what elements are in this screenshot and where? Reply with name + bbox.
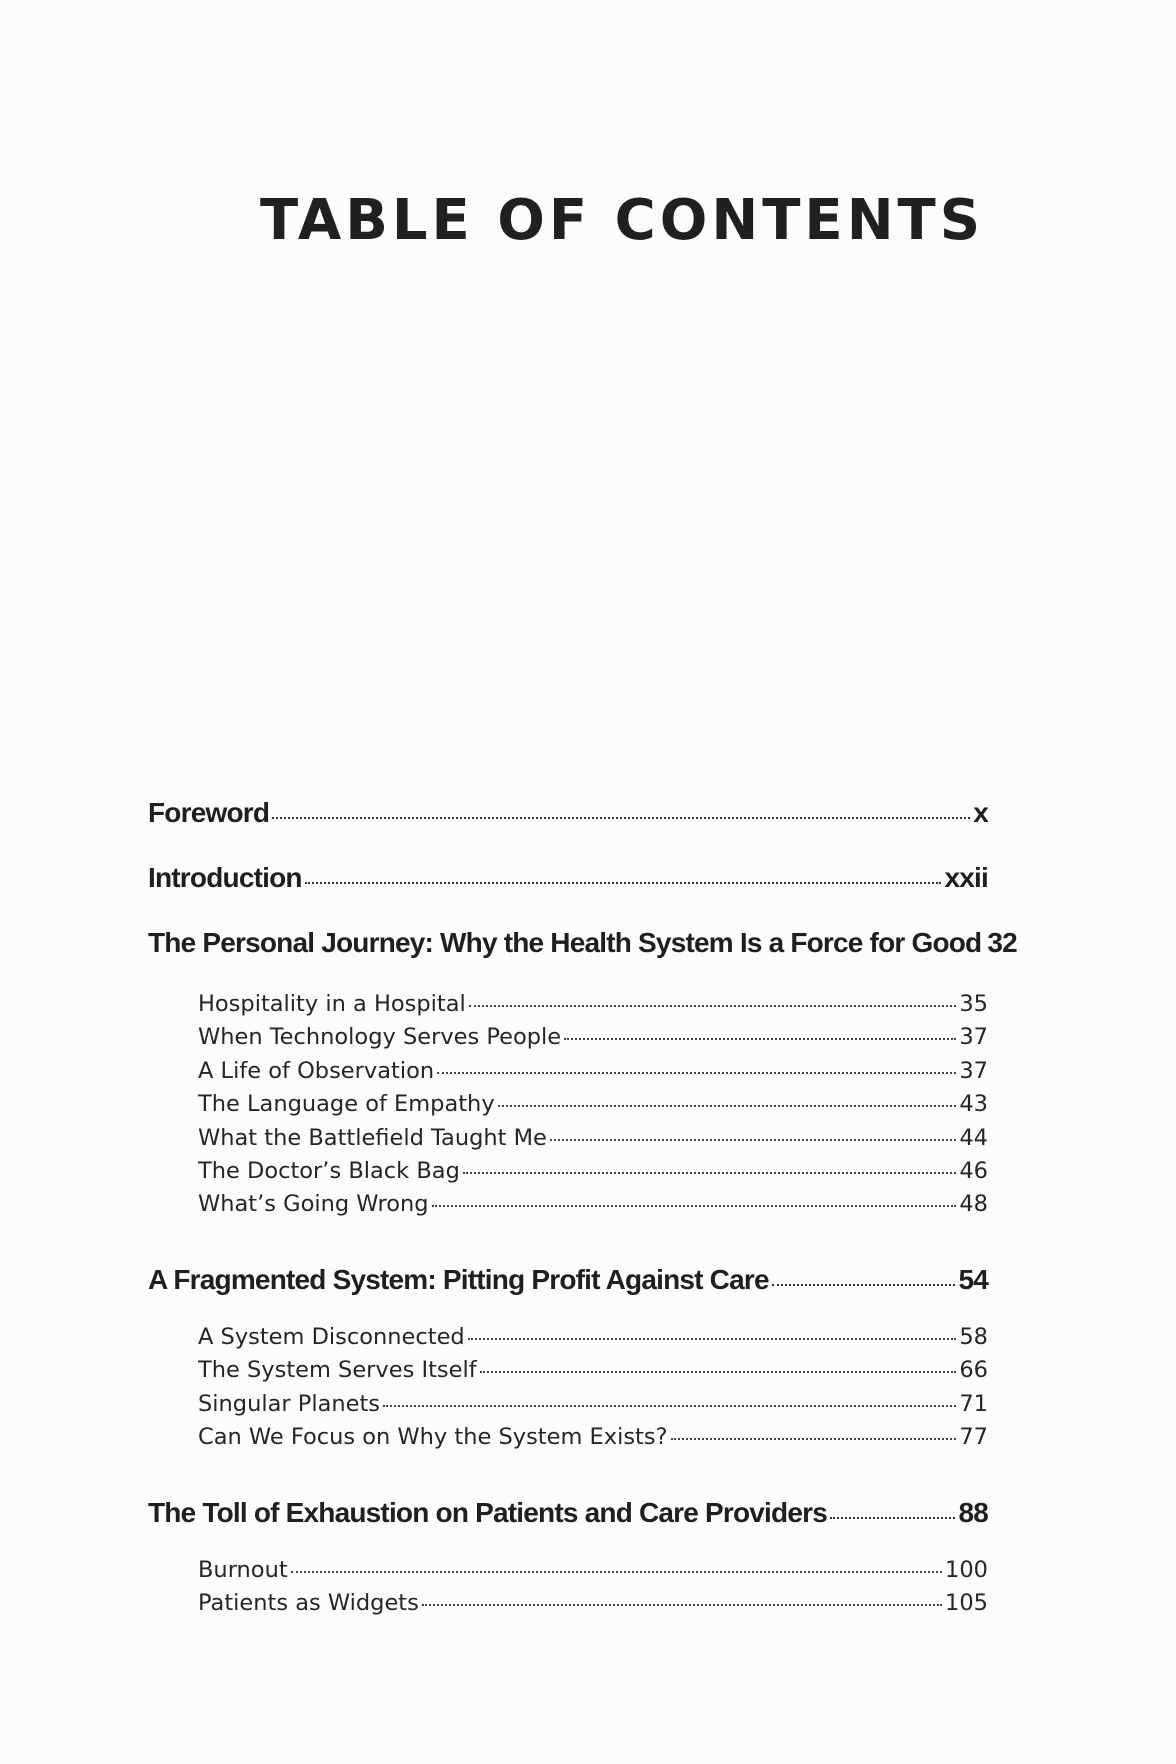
section-page-number: 71 bbox=[959, 1390, 988, 1417]
toc-section bbox=[148, 1554, 988, 1587]
section-page-number: 58 bbox=[959, 1324, 988, 1350]
toc-chapter-toll-of-exhaustion bbox=[148, 1495, 988, 1531]
chapter-title: A Fragmented System: Pitting Profit Against Care bbox=[148, 1264, 769, 1295]
section-title: Can We Focus on Why the System Exists? bbox=[198, 1424, 668, 1451]
dot-leader bbox=[550, 1139, 957, 1141]
chapter-page-number: x bbox=[973, 797, 988, 828]
chapter-title: The Toll of Exhaustion on Patients and Care Providers bbox=[148, 1497, 827, 1528]
toc-section bbox=[148, 1155, 988, 1188]
chapter-page-number: 54 bbox=[958, 1264, 988, 1295]
dot-leader bbox=[468, 1338, 957, 1340]
chapter-title: The Personal Journey: Why the Health System Is a Force for Good bbox=[148, 927, 982, 958]
toc-section-list bbox=[148, 1554, 988, 1621]
toc-section bbox=[148, 1321, 988, 1354]
section-title: Patients as Widgets bbox=[198, 1590, 419, 1617]
section-title: When Technology Serves People bbox=[198, 1024, 562, 1051]
toc-chapter-personal-journey bbox=[148, 925, 1017, 961]
toc-chapter-fragmented-system bbox=[148, 1262, 988, 1298]
section-title: What’s Going Wrong bbox=[198, 1191, 429, 1218]
toc-section bbox=[148, 1587, 988, 1620]
toc-section bbox=[148, 1122, 988, 1155]
dot-leader bbox=[772, 1284, 956, 1286]
chapter-page-number: 32 bbox=[987, 927, 1017, 958]
section-page-number: 77 bbox=[959, 1424, 988, 1451]
toc-section bbox=[148, 1388, 988, 1421]
dot-leader bbox=[291, 1571, 942, 1573]
dot-leader bbox=[564, 1038, 956, 1040]
page-title: TABLE OF CONTENTS bbox=[260, 188, 985, 253]
section-page-number: 37 bbox=[959, 1024, 988, 1051]
dot-leader bbox=[432, 1205, 957, 1207]
toc-chapter-introduction bbox=[148, 860, 988, 896]
toc-section-list bbox=[148, 1321, 988, 1455]
dot-leader bbox=[305, 882, 942, 884]
toc-section bbox=[148, 1354, 988, 1387]
toc-section bbox=[148, 1421, 988, 1454]
section-title: Hospitality in a Hospital bbox=[198, 991, 466, 1017]
dot-leader bbox=[422, 1604, 942, 1606]
section-page-number: 43 bbox=[959, 1091, 988, 1118]
section-page-number: 37 bbox=[959, 1057, 988, 1084]
chapter-page-number: 88 bbox=[958, 1497, 988, 1528]
dot-leader bbox=[498, 1105, 957, 1107]
dot-leader bbox=[830, 1517, 955, 1519]
section-page-number: 105 bbox=[945, 1590, 988, 1617]
toc-section bbox=[148, 1188, 988, 1221]
dot-leader bbox=[383, 1405, 956, 1407]
dot-leader bbox=[469, 1005, 957, 1007]
section-page-number: 66 bbox=[959, 1357, 988, 1384]
chapter-page-number: xxii bbox=[944, 862, 988, 893]
toc-section-list bbox=[148, 988, 988, 1222]
section-title: Singular Planets bbox=[198, 1390, 381, 1417]
section-title: A System Disconnected bbox=[198, 1324, 465, 1350]
dot-leader bbox=[272, 817, 970, 819]
dot-leader bbox=[480, 1371, 957, 1373]
section-page-number: 48 bbox=[959, 1191, 988, 1218]
section-title: Burnout bbox=[198, 1557, 288, 1583]
toc-section bbox=[148, 1088, 988, 1121]
section-page-number: 100 bbox=[945, 1557, 988, 1583]
section-title: The System Serves Itself bbox=[198, 1357, 477, 1384]
chapter-title: Introduction bbox=[148, 862, 302, 893]
section-page-number: 44 bbox=[959, 1124, 988, 1151]
dot-leader bbox=[463, 1172, 957, 1174]
section-page-number: 46 bbox=[959, 1158, 988, 1185]
section-title: The Doctor’s Black Bag bbox=[198, 1158, 460, 1185]
section-title: A Life of Observation bbox=[198, 1057, 435, 1084]
toc-chapter-foreword bbox=[148, 795, 988, 831]
dot-leader bbox=[671, 1438, 957, 1440]
toc-section bbox=[148, 988, 988, 1021]
section-page-number: 35 bbox=[959, 991, 988, 1017]
toc-section bbox=[148, 1055, 988, 1088]
chapter-title: Foreword bbox=[148, 797, 270, 828]
section-title: The Language of Empathy bbox=[198, 1091, 495, 1118]
section-title: What the Battlefield Taught Me bbox=[198, 1124, 547, 1151]
dot-leader bbox=[437, 1072, 956, 1074]
toc-section bbox=[148, 1021, 988, 1054]
